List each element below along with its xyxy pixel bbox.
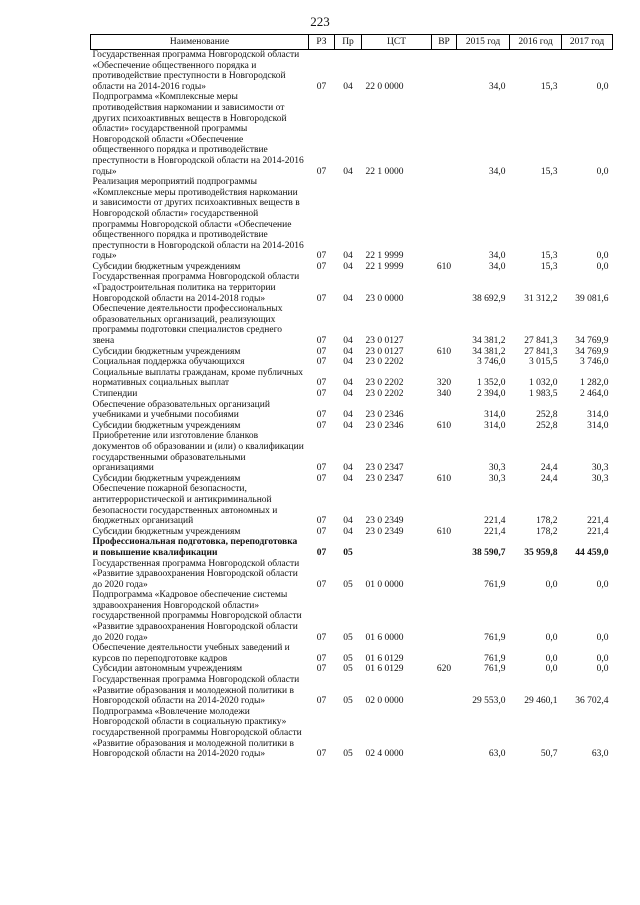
header-2017: 2017 год [562,35,613,50]
cell-vr [432,643,457,664]
cell-value-2017: 0,0 [596,166,609,177]
cell-value-2015: 761,9 [484,579,506,590]
cell-name: Подпрограмма «Вовлечение молодежи Новгородской области в социальную практику» государственной программы Новгородской области «Развитие образования и молодежной политики в Новгородской области на 2014-2020 годы» [92,706,302,760]
cell-vr: 610 [436,420,452,431]
table-row [91,537,613,558]
cell-cst: 23 0 0000 [365,293,404,304]
cell-name: Субсидии автономным учреждениям [92,664,243,675]
cell-value-2015: 38 692,9 [472,293,506,304]
cell-value-2016: 31 312,2 [524,293,558,304]
cell-value-2015: 34,0 [488,251,506,262]
cell-rz: 07 [316,81,327,92]
cell-rz: 07 [316,664,327,675]
cell-pr: 04 [343,261,353,272]
cell-name: Обеспечение образовательных организаций учебниками и учебными пособиями [92,399,270,421]
table-row [91,675,613,707]
cell-value-2015: 3 746,0 [477,357,506,368]
cell-value-2015: 29 553,0 [472,696,506,707]
cell-value-2016: 35 959,8 [524,547,558,558]
cell-rz: 07 [316,632,327,643]
table-row [91,421,613,432]
cell-value-2015: 221,4 [484,516,506,527]
cell-value-2017: 0,0 [596,653,609,664]
cell-rz: 07 [316,410,327,421]
cell-pr: 04 [343,293,353,304]
cell-value-2016: 178,2 [536,526,558,537]
cell-vr [432,559,457,591]
cell-vr: 340 [436,389,452,399]
cell-value-2017: 0,0 [596,261,609,272]
cell-value-2017: 3 746,0 [580,357,609,368]
cell-value-2016: 50,7 [540,749,558,760]
cell-cst: 01 6 0129 [365,653,404,664]
cell-name: Государственная программа Новгородской области «Обеспечение общественного порядка и противодействие преступности в Новгородской области на 2014-2016 годы» [92,50,300,92]
cell-rz: 07 [316,166,327,177]
cell-pr: 05 [343,632,353,643]
cell-vr: 610 [436,261,452,272]
cell-value-2015: 2 394,0 [477,389,506,399]
cell-vr: 610 [436,473,452,484]
cell-value-2016: 24,4 [540,473,558,484]
cell-pr: 04 [343,389,353,399]
cell-value-2017: 0,0 [596,579,609,590]
cell-vr: 610 [436,346,452,357]
cell-pr: 04 [343,473,353,484]
cell-rz: 07 [316,526,327,537]
cell-rz: 07 [316,696,327,707]
cell-vr [432,357,457,368]
table-row [91,92,613,177]
cell-cst: 23 0 2202 [365,378,404,389]
cell-value-2016: 27 841,3 [524,336,558,347]
cell-vr [432,50,457,93]
table-row [91,368,613,389]
cell-value-2015: 34,0 [488,166,506,177]
cell-cst: 22 1 9999 [365,251,404,262]
table-row [91,527,613,538]
cell-value-2015: 34,0 [488,81,506,92]
table-row [91,643,613,664]
cell-value-2016: 15,3 [540,251,558,262]
cell-pr: 05 [343,749,353,760]
cell-value-2016: 3 015,5 [529,357,558,368]
cell-name: Обеспечение деятельности профессиональных образовательных организаций, реализующих программы подготовки специалистов среднего звена [92,304,283,347]
table-row [91,484,613,526]
cell-value-2016: 15,3 [540,261,558,272]
cell-value-2017: 34 769,9 [575,336,609,347]
cell-value-2017: 39 081,6 [575,293,609,304]
cell-cst: 02 4 0000 [365,749,404,760]
cell-value-2015: 761,9 [484,664,506,675]
cell-pr: 04 [343,81,353,92]
cell-vr [432,537,457,558]
cell-pr: 05 [343,547,353,558]
cell-vr [432,177,457,262]
cell-value-2017: 0,0 [596,251,609,262]
cell-cst: 01 6 0129 [365,664,404,675]
table-row [91,664,613,675]
cell-value-2017: 0,0 [596,664,609,675]
cell-vr: 610 [436,526,452,537]
cell-name: Социальные выплаты гражданам, кроме публичных нормативных социальных выплат [92,367,303,389]
cell-name: Подпрограмма «Комплексные меры противодействия наркомании и зависимости от других психоактивных веществ в Новгородской области» государственной программы Новгородской области «Обеспечение общественного порядка и противодействие преступности в Новгородской области на 2014-2016 годы» [92,92,304,177]
cell-pr: 05 [343,664,353,675]
cell-value-2016: 252,8 [536,410,558,421]
header-2016: 2016 год [510,35,562,50]
table-row [91,272,613,304]
cell-vr [432,590,457,643]
cell-vr [432,92,457,177]
cell-rz: 07 [316,516,327,527]
cell-pr: 04 [343,526,353,537]
cell-value-2015: 314,0 [484,410,506,421]
cell-pr: 05 [343,696,353,707]
table-row [91,389,613,400]
cell-value-2017: 1 282,0 [580,378,609,389]
cell-pr: 05 [343,653,353,664]
cell-pr: 04 [343,251,353,262]
cell-value-2016: 178,2 [536,516,558,527]
cell-vr [432,400,457,421]
cell-name: Обеспечение деятельности учебных заведений и курсов по переподготовке кадров [92,643,290,664]
cell-rz: 07 [316,473,327,484]
cell-value-2017: 0,0 [596,81,609,92]
cell-vr [432,272,457,304]
cell-name: Субсидии бюджетным учреждениям [92,420,241,431]
cell-rz: 07 [316,251,327,262]
cell-pr: 04 [343,336,353,347]
table-row [91,262,613,273]
cell-value-2015: 30,3 [488,473,506,484]
table-row [91,304,613,346]
cell-cst: 23 0 2347 [365,463,404,474]
cell-value-2016: 15,3 [540,166,558,177]
cell-value-2017: 63,0 [591,749,609,760]
cell-value-2015: 314,0 [484,420,506,431]
cell-rz: 07 [316,579,327,590]
cell-cst: 23 0 2202 [365,389,404,399]
cell-cst: 02 0 0000 [365,696,404,707]
table-row [91,50,613,93]
cell-vr [432,707,457,760]
table-header [91,35,613,50]
page-number: 223 [310,14,330,29]
cell-value-2015: 761,9 [484,632,506,643]
cell-value-2017: 221,4 [587,516,609,527]
cell-value-2017: 0,0 [596,632,609,643]
cell-cst: 01 0 0000 [365,579,404,590]
cell-pr: 04 [343,346,353,357]
cell-value-2015: 63,0 [488,749,506,760]
cell-cst [362,537,432,558]
cell-value-2016: 252,8 [536,420,558,431]
table-row [91,431,613,473]
cell-vr: 320 [436,378,452,389]
cell-name: Субсидии бюджетным учреждениям [92,261,241,272]
cell-cst: 22 1 9999 [365,261,404,272]
cell-name: Государственная программа Новгородской области «Градостроительная политика на территории Новгородской области на 2014-2018 годы» [92,272,300,304]
cell-cst: 22 1 0000 [365,166,404,177]
cell-name: Государственная программа Новгородской области «Развитие здравоохранения Новгородской области до 2020 года» [92,558,300,590]
cell-cst: 23 0 2346 [365,420,404,431]
cell-value-2017: 314,0 [587,410,609,421]
cell-cst: 23 0 0127 [365,336,404,347]
cell-rz: 07 [316,261,327,272]
cell-vr [432,484,457,526]
cell-value-2017: 314,0 [587,420,609,431]
cell-value-2016: 29 460,1 [524,696,558,707]
cell-name: Государственная программа Новгородской области «Развитие образования и молодежной политики в Новгородской области на 2014-2020 годы» [92,675,300,707]
table-row [91,474,613,485]
cell-name: Субсидии бюджетным учреждениям [92,473,241,484]
cell-value-2016: 1 032,0 [529,378,558,389]
cell-rz: 07 [316,293,327,304]
cell-value-2015: 38 590,7 [472,547,506,558]
cell-value-2015: 1 352,0 [477,378,506,389]
cell-name: Приобретение или изготовление бланков документов об образовании и (или) о квалификации государственными образовательными организациями [92,431,304,474]
cell-pr: 04 [343,166,353,177]
cell-pr: 04 [343,410,353,421]
cell-name: Стипендии [92,389,138,399]
cell-value-2015: 34 381,2 [472,346,506,357]
header-vr: ВР [432,35,457,50]
table-row [91,590,613,643]
cell-cst: 23 0 0127 [365,346,404,357]
cell-cst: 23 0 2202 [365,357,404,368]
header-cst: ЦСТ [362,35,432,50]
cell-cst: 23 0 2346 [365,410,404,421]
cell-rz: 07 [316,357,327,368]
cell-rz: 07 [316,346,327,357]
cell-name: Субсидии бюджетным учреждениям [92,526,241,537]
cell-value-2015: 34 381,2 [472,336,506,347]
cell-value-2015: 34,0 [488,261,506,272]
table-row [91,177,613,262]
cell-value-2016: 0,0 [545,579,558,590]
cell-pr: 04 [343,463,353,474]
cell-vr [432,675,457,707]
table-row [91,357,613,368]
cell-value-2017: 30,3 [591,463,609,474]
cell-value-2016: 15,3 [540,81,558,92]
header-name: Наименование [91,35,309,50]
cell-name: Социальная поддержка обучающихся [92,357,245,368]
cell-value-2017: 221,4 [587,526,609,537]
cell-name: Реализация мероприятий подпрограммы «Комплексные меры противодействия наркомании и зависимости от других психоактивных веществ в Новгородской области» государственной программы Новгородской области «Обеспечение общественного порядка и противодействие преступности в Новгородской области на 2014-2016 годы» [92,177,304,262]
cell-rz: 07 [316,463,327,474]
cell-value-2016: 0,0 [545,653,558,664]
cell-pr: 04 [343,357,353,368]
cell-name: Обеспечение пожарной безопасности, антитеррористической и антикриминальной безопасности государственных автономных и бюджетных организаций [92,484,278,527]
cell-pr: 04 [343,378,353,389]
cell-pr: 04 [343,420,353,431]
table-row [91,559,613,591]
cell-rz: 07 [316,336,327,347]
cell-name: Профессиональная подготовка, переподготовка и повышение квалификации [92,537,298,558]
table-row [91,707,613,760]
cell-value-2015: 30,3 [488,463,506,474]
cell-value-2016: 1 983,5 [529,389,558,399]
cell-rz: 07 [316,749,327,760]
cell-cst: 22 0 0000 [365,81,404,92]
cell-value-2015: 761,9 [484,653,506,664]
cell-vr [432,304,457,346]
header-2015: 2015 год [457,35,510,50]
cell-value-2016: 24,4 [540,463,558,474]
budget-table [90,34,613,760]
cell-pr: 05 [343,579,353,590]
cell-value-2017: 34 769,9 [575,346,609,357]
cell-value-2017: 44 459,0 [575,547,609,558]
cell-rz: 07 [316,547,327,558]
cell-value-2016: 0,0 [545,632,558,643]
cell-value-2017: 36 702,4 [575,696,609,707]
header-pr: Пр [335,35,362,50]
cell-value-2015: 221,4 [484,526,506,537]
table-row [91,347,613,358]
cell-pr: 04 [343,516,353,527]
cell-value-2016: 0,0 [545,664,558,675]
cell-value-2016: 27 841,3 [524,346,558,357]
cell-rz: 07 [316,420,327,431]
cell-name: Подпрограмма «Кадровое обеспечение системы здравоохранения Новгородской области» государственной программы Новгородской области «Развитие здравоохранения Новгородской области до 2020 года» [92,590,302,643]
header-rz: РЗ [309,35,335,50]
cell-rz: 07 [316,378,327,389]
table-row [91,400,613,421]
cell-cst: 23 0 2347 [365,473,404,484]
table-body [91,50,613,760]
cell-cst: 23 0 2349 [365,526,404,537]
cell-name: Субсидии бюджетным учреждениям [92,346,241,357]
cell-value-2017: 2 464,0 [580,389,609,399]
cell-rz: 07 [316,389,327,399]
cell-rz: 07 [316,653,327,664]
cell-vr: 620 [436,664,452,675]
cell-cst: 01 6 0000 [365,632,404,643]
cell-cst: 23 0 2349 [365,516,404,527]
cell-value-2017: 30,3 [591,473,609,484]
cell-vr [432,431,457,473]
